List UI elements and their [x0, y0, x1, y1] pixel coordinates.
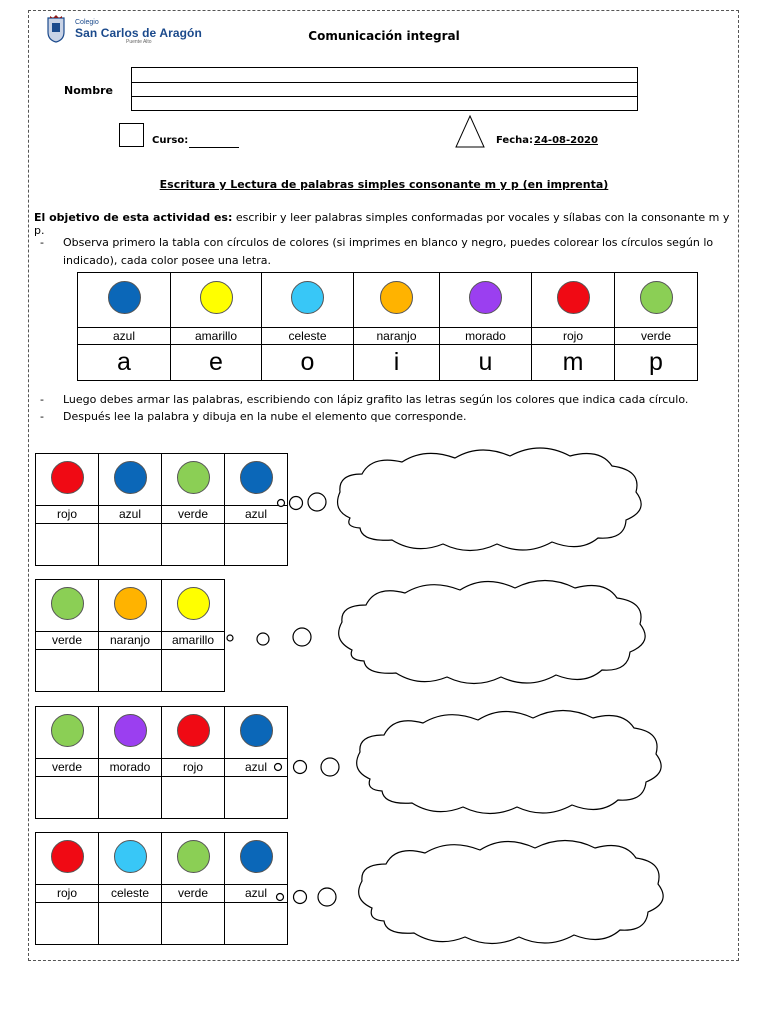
instruction-1-line-2: indicado), cada color posee una letra. [63, 254, 271, 267]
letter-answer-cell[interactable] [99, 903, 162, 945]
logo-small-text: Colegio [75, 19, 99, 26]
bullet-dash: - [40, 410, 44, 423]
colour-name: rojo [532, 328, 615, 345]
activity-title: Escritura y Lectura de palabras simples consonante m y p (en imprenta) [159, 178, 609, 191]
name-line [132, 96, 637, 97]
exercise-colour-label: naranjo [99, 632, 162, 650]
subject-title: Comunicación integral [308, 29, 460, 43]
exercise-colour-label: rojo [36, 885, 99, 903]
letter-answer-cell[interactable] [36, 650, 99, 692]
course-label: Curso: [152, 135, 189, 146]
colour-circle [177, 840, 210, 873]
colour-letter: o [262, 345, 354, 381]
letter-answer-cell[interactable] [162, 777, 225, 819]
colour-circle [291, 281, 324, 314]
name-field[interactable] [131, 67, 638, 111]
exercise-colour-cell [36, 580, 99, 632]
exercise-colour-label: azul [225, 885, 288, 903]
colour-circle [240, 714, 273, 747]
colour-letter: e [171, 345, 262, 381]
colour-key-cell [532, 273, 615, 328]
colour-name: morado [440, 328, 532, 345]
exercise-colour-label: verde [162, 885, 225, 903]
name-line [132, 82, 637, 83]
letter-answer-cell[interactable] [225, 777, 288, 819]
colour-circle [114, 461, 147, 494]
exercise-colour-label: rojo [36, 506, 99, 524]
exercise-colour-cell [162, 580, 225, 632]
exercise-colour-label: azul [225, 759, 288, 777]
date-value: 24-08-2020 [534, 135, 598, 146]
colour-key-cell [262, 273, 354, 328]
objective-label: El objetivo de esta actividad es: [34, 211, 233, 224]
colour-circle [240, 461, 273, 494]
letter-answer-cell[interactable] [99, 777, 162, 819]
colour-letter: a [78, 345, 171, 381]
instruction-1-line-1: Observa primero la tabla con círculos de colores (si imprimes en blanco y negro, puedes colorear los círculos según lo [63, 236, 714, 249]
school-place: Puente Alto [126, 39, 152, 45]
bullet-dash: - [40, 393, 44, 406]
colour-circle [469, 281, 502, 314]
word-exercise-table-1 [35, 453, 288, 566]
colour-key-cell [354, 273, 440, 328]
colour-key-table [77, 272, 698, 381]
colour-key-cell [615, 273, 698, 328]
colour-name: naranjo [354, 328, 440, 345]
colour-name: verde [615, 328, 698, 345]
letter-answer-cell[interactable] [36, 903, 99, 945]
colour-name: azul [78, 328, 171, 345]
exercise-colour-cell [99, 454, 162, 506]
letter-answer-cell[interactable] [36, 524, 99, 566]
exercise-colour-cell [36, 833, 99, 885]
exercise-colour-label: amarillo [162, 632, 225, 650]
colour-circle [114, 587, 147, 620]
colour-circle [177, 461, 210, 494]
colour-circle [51, 461, 84, 494]
letter-answer-cell[interactable] [225, 524, 288, 566]
word-exercise-table-4 [35, 832, 288, 945]
colour-circle [240, 840, 273, 873]
colour-letter: i [354, 345, 440, 381]
colour-circle [114, 714, 147, 747]
course-blank[interactable] [189, 147, 239, 148]
exercise-colour-cell [162, 707, 225, 759]
bullet-dash: - [40, 236, 44, 249]
exercise-colour-label: celeste [99, 885, 162, 903]
colour-key-cell [78, 273, 171, 328]
exercise-colour-cell [225, 454, 288, 506]
exercise-colour-cell [162, 454, 225, 506]
colour-circle [51, 840, 84, 873]
letter-answer-cell[interactable] [162, 903, 225, 945]
colour-circle [114, 840, 147, 873]
colour-letter: m [532, 345, 615, 381]
colour-letter: u [440, 345, 532, 381]
letter-answer-cell[interactable] [162, 650, 225, 692]
exercise-colour-cell [99, 707, 162, 759]
colour-name: celeste [262, 328, 354, 345]
colour-circle [177, 587, 210, 620]
triangle-shape [455, 115, 485, 148]
colour-key-cell [440, 273, 532, 328]
letter-answer-cell[interactable] [225, 903, 288, 945]
colour-circle [177, 714, 210, 747]
colour-circle [640, 281, 673, 314]
school-name: San Carlos de Aragón [75, 26, 202, 40]
colour-name: amarillo [171, 328, 262, 345]
exercise-colour-label: verde [36, 759, 99, 777]
letter-answer-cell[interactable] [99, 524, 162, 566]
exercise-colour-cell [99, 580, 162, 632]
colour-circle [557, 281, 590, 314]
colour-circle [51, 714, 84, 747]
exercise-colour-label: azul [99, 506, 162, 524]
colour-circle [51, 587, 84, 620]
objective-text: escribir y leer palabras simples conformadas por vocales y sílabas con la consonante m y p. [34, 211, 730, 237]
exercise-colour-cell [99, 833, 162, 885]
course-checkbox[interactable] [119, 123, 144, 147]
exercise-colour-label: verde [162, 506, 225, 524]
colour-circle [200, 281, 233, 314]
word-exercise-table-2 [35, 579, 225, 692]
instruction-3: Después lee la palabra y dibuja en la nube el elemento que corresponde. [63, 410, 467, 423]
objective [34, 211, 739, 237]
colour-circle [108, 281, 141, 314]
exercise-colour-cell [225, 707, 288, 759]
exercise-colour-label: morado [99, 759, 162, 777]
colour-letter: p [615, 345, 698, 381]
letter-answer-cell[interactable] [99, 650, 162, 692]
colour-circle [380, 281, 413, 314]
instruction-2: Luego debes armar las palabras, escribiendo con lápiz grafito las letras según los colores que indica cada círculo. [63, 393, 689, 406]
exercise-colour-cell [36, 454, 99, 506]
exercise-colour-cell [162, 833, 225, 885]
name-label: Nombre [64, 84, 113, 97]
exercise-colour-label: verde [36, 632, 99, 650]
colour-key-cell [171, 273, 262, 328]
exercise-colour-cell [36, 707, 99, 759]
letter-answer-cell[interactable] [162, 524, 225, 566]
exercise-colour-cell [225, 833, 288, 885]
exercise-colour-label: azul [225, 506, 288, 524]
word-exercise-table-3 [35, 706, 288, 819]
date-label: Fecha: [496, 135, 534, 146]
exercise-colour-label: rojo [162, 759, 225, 777]
letter-answer-cell[interactable] [36, 777, 99, 819]
